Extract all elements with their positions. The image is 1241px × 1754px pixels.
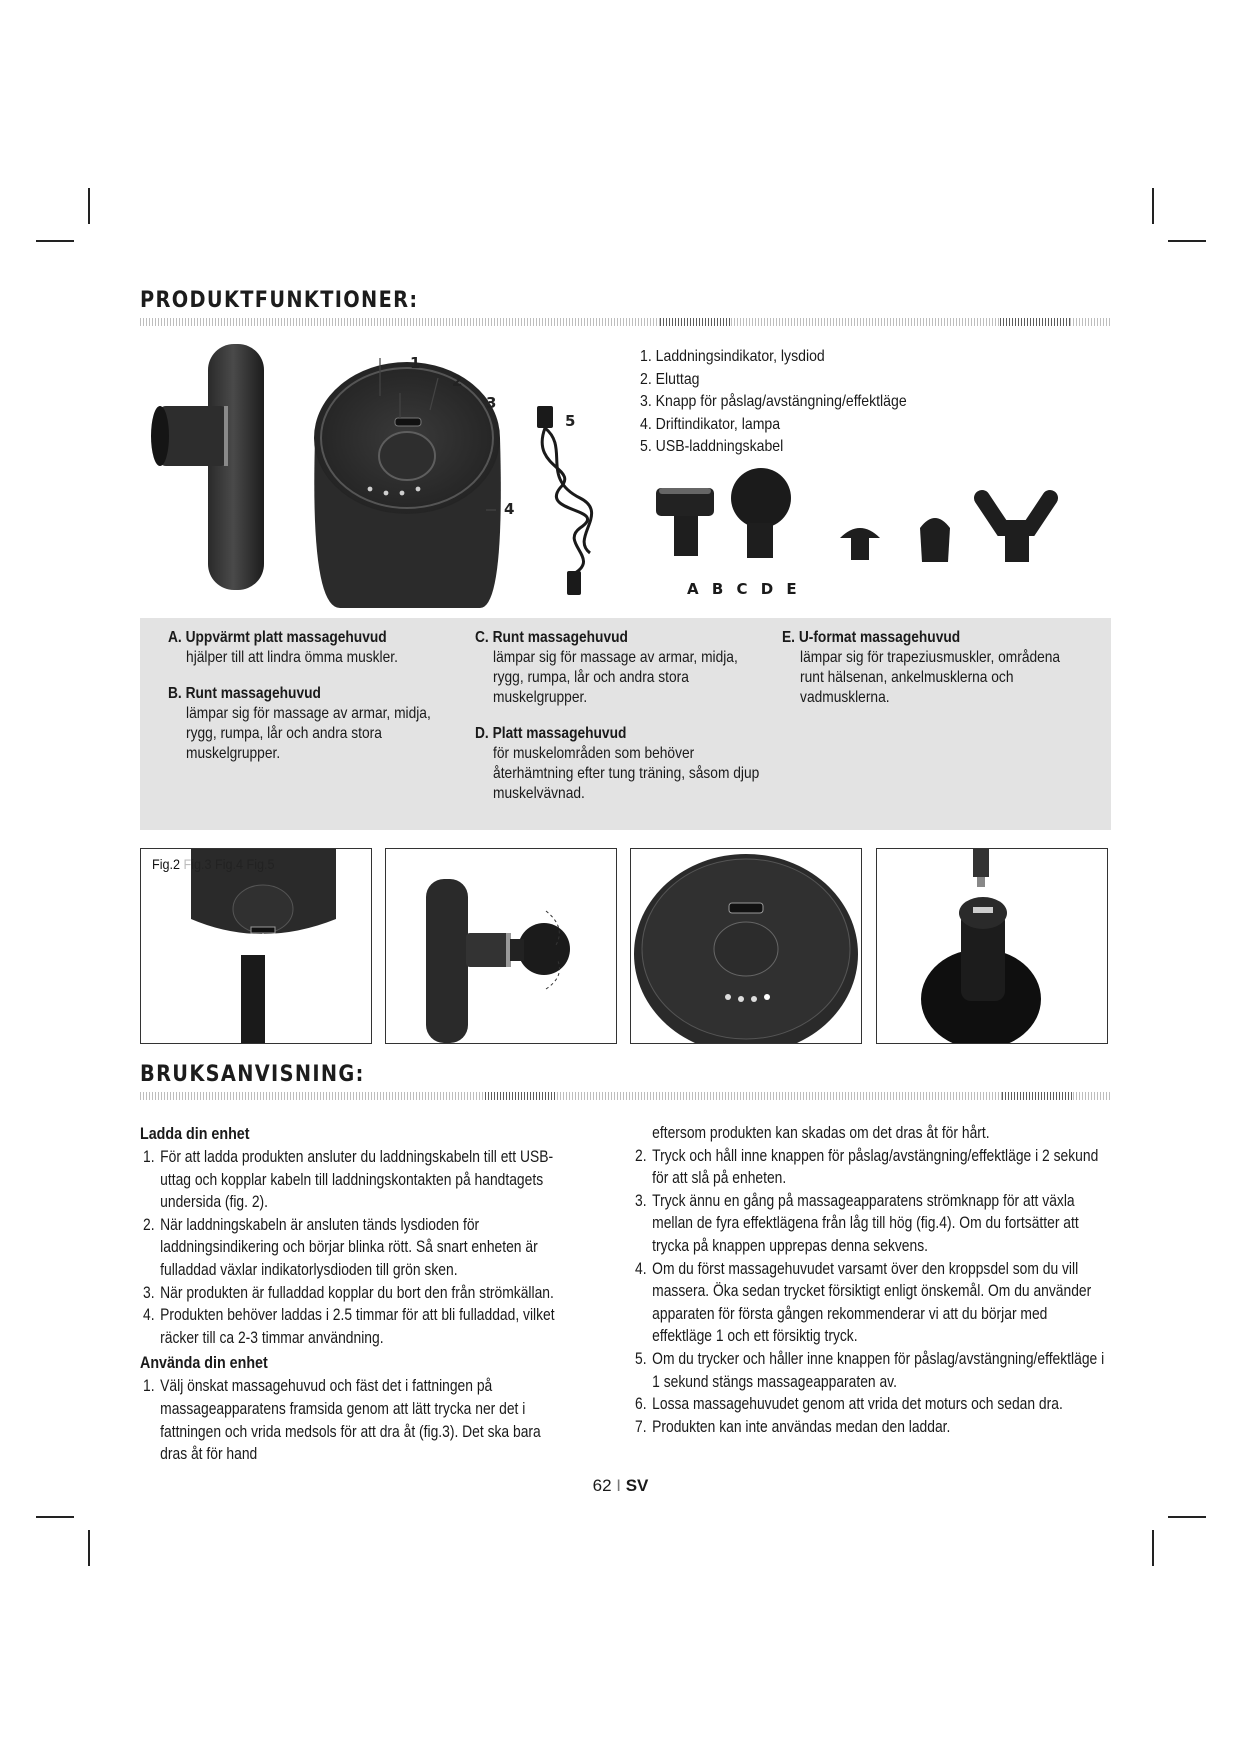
callout-2: 2 <box>452 372 463 390</box>
callout-5: 5 <box>565 412 576 430</box>
heads-label: A B C D E <box>687 580 801 598</box>
fig-4 <box>630 848 862 1044</box>
use-steps-rest <box>632 1145 1107 1439</box>
head-b-title: B. Runt massagehuvud <box>168 685 321 702</box>
crop-mark <box>1168 240 1206 242</box>
use-heading: Använda din enhet <box>140 1353 268 1373</box>
charge-step: 4. Produkten behöver laddas i 2.5 timmar för att bli fulladdad, vilket räcker till ca 2-3 timmar användning. <box>158 1304 566 1349</box>
figure-caption <box>152 856 275 872</box>
head-a <box>168 628 460 668</box>
crop-mark <box>36 1516 74 1518</box>
fig-3 <box>385 848 617 1044</box>
use-step: 4. Om du först massagehuvudet varsamt över den kroppsdel som du vill massera. Öka sedan trycket försiktigt enligt önskemål. Om du använder apparaten för första gången rekommenderar vi att du börjar med effektläge 1 och ett försiktig tryck. <box>650 1258 1106 1348</box>
crop-mark <box>1152 1530 1154 1566</box>
charge-step: 1. För att ladda produkten ansluter du laddningskabeln till ett USB-uttag och kopplar kabeln till laddningskontakten på handtagets undersida (fig. 2). <box>158 1146 566 1214</box>
fig-caption-faded: Fig.3 Fig.4 Fig.5 <box>180 856 275 872</box>
fig-4-image <box>631 849 861 1043</box>
crop-mark <box>88 188 90 224</box>
head-e-title: E. U-format massagehuvud <box>782 629 961 646</box>
use-step: 3. Tryck ännu en gång på massageapparatens strömknapp för att växla mellan de fyra effektlägena från låg till hög (fig.4). Om du fortsätter att trycka på knappen upprepas denna sekvens. <box>650 1190 1106 1258</box>
use-step: 6. Lossa massagehuvudet genom att vrida det moturs och sedan dra. <box>650 1393 1106 1416</box>
charge-step: 2. När laddningskabeln är ansluten tänds lysdioden för laddningsindikering och börjar blinka rött. Så snart enheten är fulladdad växlar indikatorlysdioden till grön sken. <box>158 1214 566 1282</box>
head-a-title: A. Uppvärmt platt massagehuvud <box>168 629 387 646</box>
head-d-title: D. Platt massagehuvud <box>475 725 627 742</box>
part-item: 2. Eluttag <box>640 370 700 388</box>
title-rule <box>140 318 1111 326</box>
use-step-1-continuation: eftersom produkten kan skadas om det dras åt för hårt. <box>652 1124 990 1142</box>
use-step: 5. Om du trycker och håller inne knappen för påslag/avstängning/effektläge i 1 sekund stängs massageapparaten av. <box>650 1348 1106 1393</box>
head-d <box>475 724 767 804</box>
callout-1: 1 <box>410 354 421 372</box>
head-c-desc: lämpar sig för massage av armar, midja, rygg, rumpa, lår och andra stora muskelgrupper. <box>493 649 738 706</box>
fig-3-image <box>386 849 616 1043</box>
charge-heading: Ladda din enhet <box>140 1124 250 1143</box>
fig-caption-main: Fig.2 <box>152 856 181 872</box>
charge-step: 3. När produkten är fulladdad kopplar du bort den från strömkällan. <box>158 1282 566 1305</box>
crop-mark <box>1152 188 1154 224</box>
part-item: 3. Knapp för påslag/avstängning/effektläge <box>640 393 907 410</box>
head-e <box>782 628 1074 708</box>
fig-5-image <box>877 849 1107 1043</box>
fig-2-image <box>141 849 371 1043</box>
fig-5 <box>876 848 1108 1044</box>
head-c-title: C. Runt massagehuvud <box>475 629 628 646</box>
use-step: 1. Välj önskat massagehuvud och fäst det i fattningen på massageapparatens framsida genom att lätt trycka ner det i fattningen och vrida medsols för att dra åt (fig.3). Det ska bara dras åt för hand <box>158 1375 566 1465</box>
use-step: 2. Tryck och håll inne knappen för påslag/avstängning/effektläge i 2 sekund för att slå på enheten. <box>650 1145 1106 1190</box>
crop-mark <box>36 240 74 242</box>
footer-separator: I <box>611 1476 626 1495</box>
page-footer <box>0 1476 1241 1496</box>
product-illustration <box>140 338 1111 608</box>
title-rule <box>140 1092 1111 1100</box>
head-a-desc: hjälper till att lindra ömma muskler. <box>186 649 398 666</box>
part-item: 1. Laddningsindikator, lysdiod <box>640 348 825 365</box>
instructions-left-column <box>140 1122 567 1466</box>
product-photo <box>140 338 1111 608</box>
part-item: 4. Driftindikator, lampa <box>640 415 781 433</box>
heads-description-box <box>140 618 1111 830</box>
page-number: 62 <box>592 1476 612 1495</box>
use-steps-first <box>140 1375 567 1465</box>
head-d-desc: för muskelområden som behöver återhämtning efter tung träning, såsom djup muskelvävnad. <box>493 745 760 802</box>
crop-mark <box>1168 1516 1206 1518</box>
callout-3: 3 <box>486 394 497 412</box>
instructions-right-column <box>632 1122 1107 1438</box>
part-item: 5. USB-laddningskabel <box>640 438 784 455</box>
fig-2 <box>140 848 372 1044</box>
section-title-features: PRODUKTFUNKTIONER: <box>140 288 419 313</box>
crop-mark <box>88 1530 90 1566</box>
head-e-desc: lämpar sig för trapeziusmuskler, områdena runt hälsenan, ankelmusklerna och vadmusklerna. <box>800 649 1061 706</box>
parts-list <box>640 346 907 459</box>
head-b <box>168 684 460 764</box>
section-title-instructions: BRUKSANVISNING: <box>140 1062 365 1087</box>
callout-4: 4 <box>504 500 515 518</box>
language-code: SV <box>625 1476 649 1495</box>
use-step: 7. Produkten kan inte användas medan den laddar. <box>650 1416 1106 1439</box>
head-b-desc: lämpar sig för massage av armar, midja, rygg, rumpa, lår och andra stora muskelgrupper. <box>186 705 431 762</box>
charge-steps <box>140 1146 567 1349</box>
head-c <box>475 628 767 708</box>
